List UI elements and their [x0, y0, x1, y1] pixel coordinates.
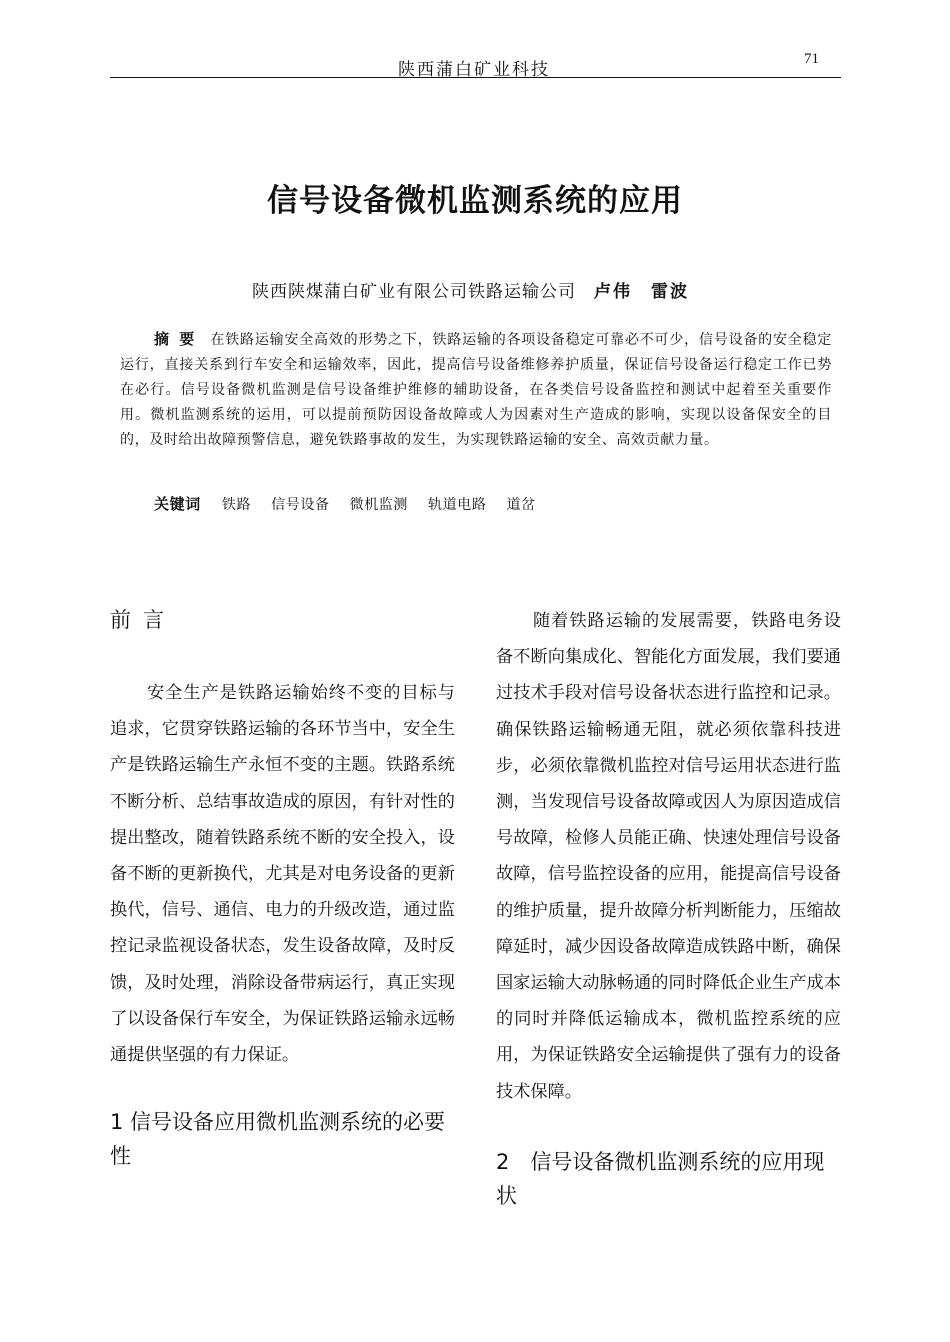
preface-heading: 前言: [110, 608, 176, 632]
keyword: 微机监测: [349, 497, 409, 513]
right-paragraph: 随着铁路运输的发展需要，铁路电务设备不断向集成化、智能化方面发展，我们要通过技术手段对信号设备状态进行监控和记录。确保铁路运输畅通无阻，就必须依靠科技进步，必须依靠微机监控对信号运用状态进行监测，当发现信号设备故障或因人为原因造成信号故障，检修人员能正确、快速处理信号设备故障，信号监控设备的应用，能提高信号设备的维护质量，提升故障分析判断能力，压缩故障延时，减少因设备故障造成铁路中断，确保国家运输大动脉畅通的同时降低企业生产成本的同时并降低运输成本，微机监控系统的应用，为保证铁路安全运输提供了强有力的设备技术保障。: [496, 611, 841, 1102]
keyword: 道岔: [506, 497, 536, 513]
keyword: 信号设备: [271, 497, 330, 513]
keywords: [154, 493, 551, 514]
right-column: [496, 603, 841, 1213]
page-number: 71: [804, 51, 819, 67]
authors: 卢伟 雷波: [594, 282, 689, 302]
journal-name: 陕西蒲白矿业科技: [398, 60, 550, 80]
section-2-heading: 2 信号设备微机监测系统的应用现状: [496, 1149, 825, 1208]
abstract-label: 摘要: [154, 330, 205, 348]
preface-paragraph: 安全生产是铁路运输始终不变的目标与追求，它贯穿铁路运输的各环节当中，安全生产是铁路运输生产永恒不变的主题。铁路系统不断分析、总结事故造成的原因，有针对性的提出整改，随着铁路系统不断的安全投入，设备不断的更新换代，尤其是对电务设备的更新换代，信号、通信、电力的升级改造，通过监控记录监视设备状态，发生设备故障，及时反馈，及时处理，消除设备带病运行，真正实现了以设备保行车安全，为保证铁路运输永远畅通提供坚强的有力保证。: [110, 683, 455, 1066]
header-divider: [110, 77, 841, 78]
keyword: 轨道电路: [428, 497, 487, 513]
keyword: 铁路: [221, 497, 252, 513]
abstract: [120, 327, 832, 453]
abstract-text: 在铁路运输安全高效的形势之下，铁路运输的各项设备稳定可靠必不可少，信号设备的安全稳定运行，直接关系到行车安全和运输效率，因此，提高信号设备维修养护质量，保证信号设备运行稳定工作已势在必行。信号设备微机监测是信号设备维护维修的辅助设备，在各类信号设备监控和测试中起着至关重要作用。微机监测系统的运用，可以提前预防因设备故障或人为因素对生产造成的影响，实现以设备保安全的目的，及时给出故障预警信息，避免铁路事故的发生，为实现铁路运输的安全、高效贡献力量。: [120, 332, 832, 448]
left-column: [110, 603, 455, 1173]
affiliation: 陕西陕煤蒲白矿业有限公司铁路运输公司: [252, 282, 576, 302]
section-1-heading: 1 信号设备应用微机监测系统的必要性: [110, 1110, 446, 1169]
keywords-label: 关键词: [154, 495, 201, 513]
byline: [252, 277, 689, 302]
article-title: 信号设备微机监测系统的应用: [267, 183, 683, 219]
